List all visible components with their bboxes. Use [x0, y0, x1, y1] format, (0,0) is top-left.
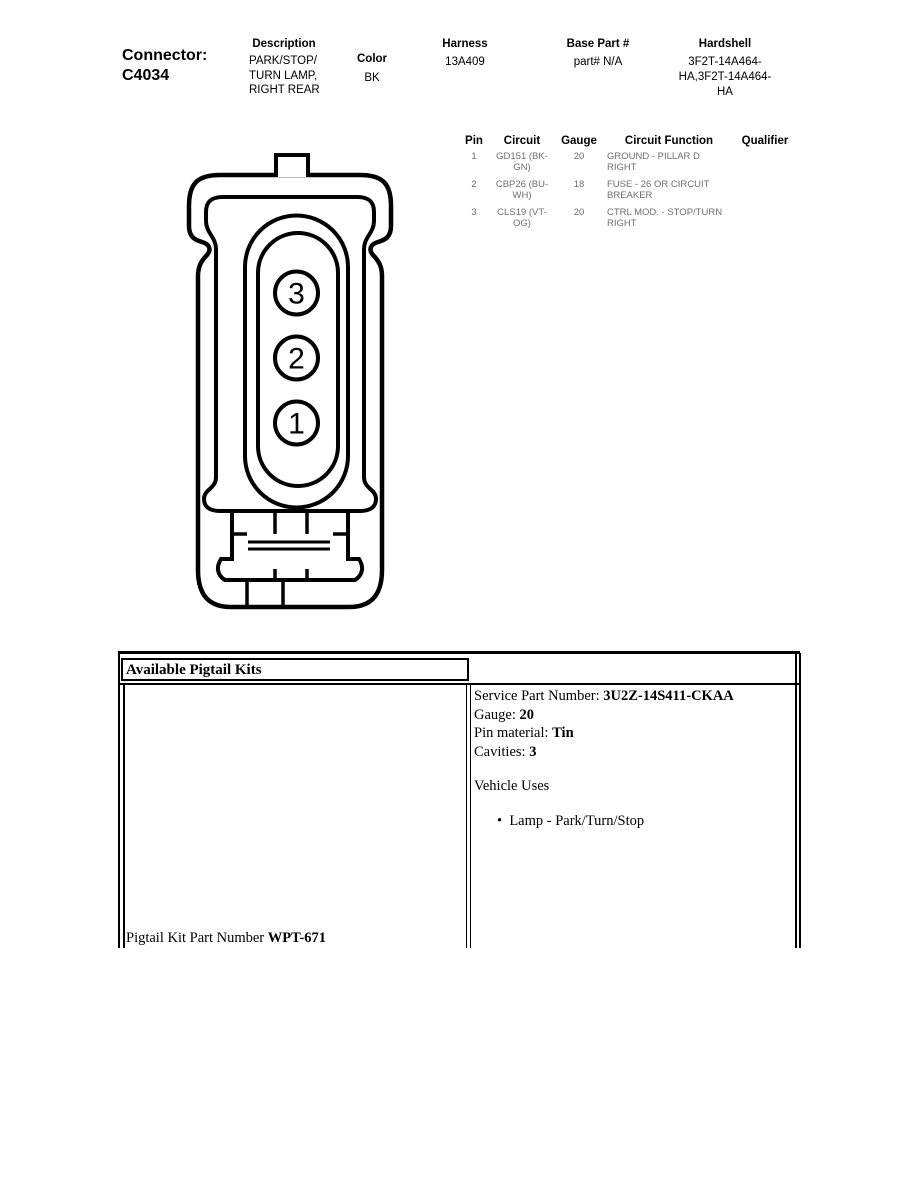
bottom-bracket	[218, 552, 362, 580]
gauge-row: Gauge: 20	[474, 706, 534, 723]
base-part-label: Base Part #	[566, 38, 630, 50]
circuit-cell: GD151 (BK- GN)	[496, 151, 548, 173]
hardshell-label: Hardshell	[698, 38, 752, 50]
bullet-glyph: •	[497, 813, 503, 829]
cavity-number-1: 1	[288, 407, 305, 441]
circuit-col-header: Circuit	[503, 135, 541, 147]
color-value: BK	[364, 72, 380, 84]
kit-table-body-top-border	[118, 683, 800, 685]
kit-table-left-border-outer	[118, 653, 120, 948]
connector-title-label: Connector:	[122, 47, 208, 64]
kit-table-right-border-inner	[795, 653, 797, 948]
connector-face-diagram	[160, 148, 420, 628]
description-line: RIGHT REAR	[249, 84, 320, 96]
bottom-feet	[247, 581, 283, 605]
base-part-value: part# N/A	[573, 56, 623, 68]
gauge-cell: 20	[573, 151, 585, 162]
gauge-cell: 20	[573, 207, 585, 218]
vehicle-uses-item: • Lamp - Park/Turn/Stop	[497, 813, 645, 829]
hardshell-line: HA	[717, 86, 733, 98]
cavity-number-3: 3	[288, 277, 305, 311]
gauge-cell: 18	[573, 179, 585, 190]
description-line: PARK/STOP/	[249, 55, 317, 67]
function-col-header: Circuit Function	[624, 135, 714, 147]
color-label: Color	[356, 53, 388, 65]
description-line: TURN LAMP,	[249, 69, 318, 82]
pigtail-kit-part-number-value: WPT-671	[267, 930, 327, 946]
function-cell: FUSE - 26 OR CIRCUIT BREAKER	[607, 179, 710, 201]
pigtail-kit-part-number-row: Pigtail Kit Part Number WPT-671	[126, 930, 327, 946]
pin-col-header: Pin	[465, 135, 483, 147]
description-value	[249, 54, 339, 98]
pin-number: 2	[471, 179, 477, 190]
service-part-number-value: 3U2Z-14S411-CKAA	[603, 688, 734, 704]
pin-material-value: Tin	[552, 725, 574, 742]
description-label: Description	[252, 38, 316, 50]
kit-table-divider-outer	[466, 684, 468, 948]
bracket-ticks	[275, 569, 307, 579]
vehicle-uses-heading: Vehicle Uses	[474, 778, 550, 794]
circuit-cell: CLS19 (VT- OG)	[497, 207, 547, 229]
hardshell-line: 3F2T-14A464-	[688, 56, 762, 68]
kit-details	[474, 687, 784, 762]
connector-top-tab	[276, 155, 308, 177]
cavities-row: Cavities: 3	[474, 744, 537, 761]
service-part-number-row: Service Part Number: 3U2Z-14S411-CKAA	[474, 688, 734, 704]
kit-table-divider-inner	[470, 684, 472, 948]
connector-id: C4034	[122, 67, 170, 84]
kit-table-top-border	[118, 651, 800, 654]
function-cell: GROUND - PILLAR D RIGHT	[607, 151, 700, 173]
circuit-cell: CBP26 (BU- WH)	[495, 179, 549, 201]
pigtail-kits-header: Available Pigtail Kits	[121, 658, 469, 681]
function-cell: CTRL MOD. - STOP/TURN RIGHT	[607, 207, 723, 229]
harness-value: 13A409	[445, 56, 485, 68]
hardshell-value	[650, 55, 800, 100]
qualifier-col-header: Qualifier	[741, 135, 789, 147]
hardshell-line: HA,3F2T-14A464-	[678, 71, 772, 83]
pin-number: 3	[471, 207, 477, 218]
pin-material-row: Pin material: Tin	[474, 725, 574, 742]
harness-label: Harness	[442, 38, 488, 50]
gauge-col-header: Gauge	[561, 135, 597, 147]
gauge-value: 20	[519, 706, 534, 723]
kit-table-left-border-inner	[123, 684, 125, 948]
latch-tbars	[232, 513, 348, 534]
pin-number: 1	[471, 151, 477, 162]
cavity-number-2: 2	[288, 342, 305, 376]
connector-latch-box	[232, 511, 348, 552]
cavities-value: 3	[529, 744, 537, 761]
kit-table-right-border-outer	[799, 653, 801, 948]
latch-double-lines	[248, 542, 330, 549]
connector-title	[122, 46, 242, 86]
